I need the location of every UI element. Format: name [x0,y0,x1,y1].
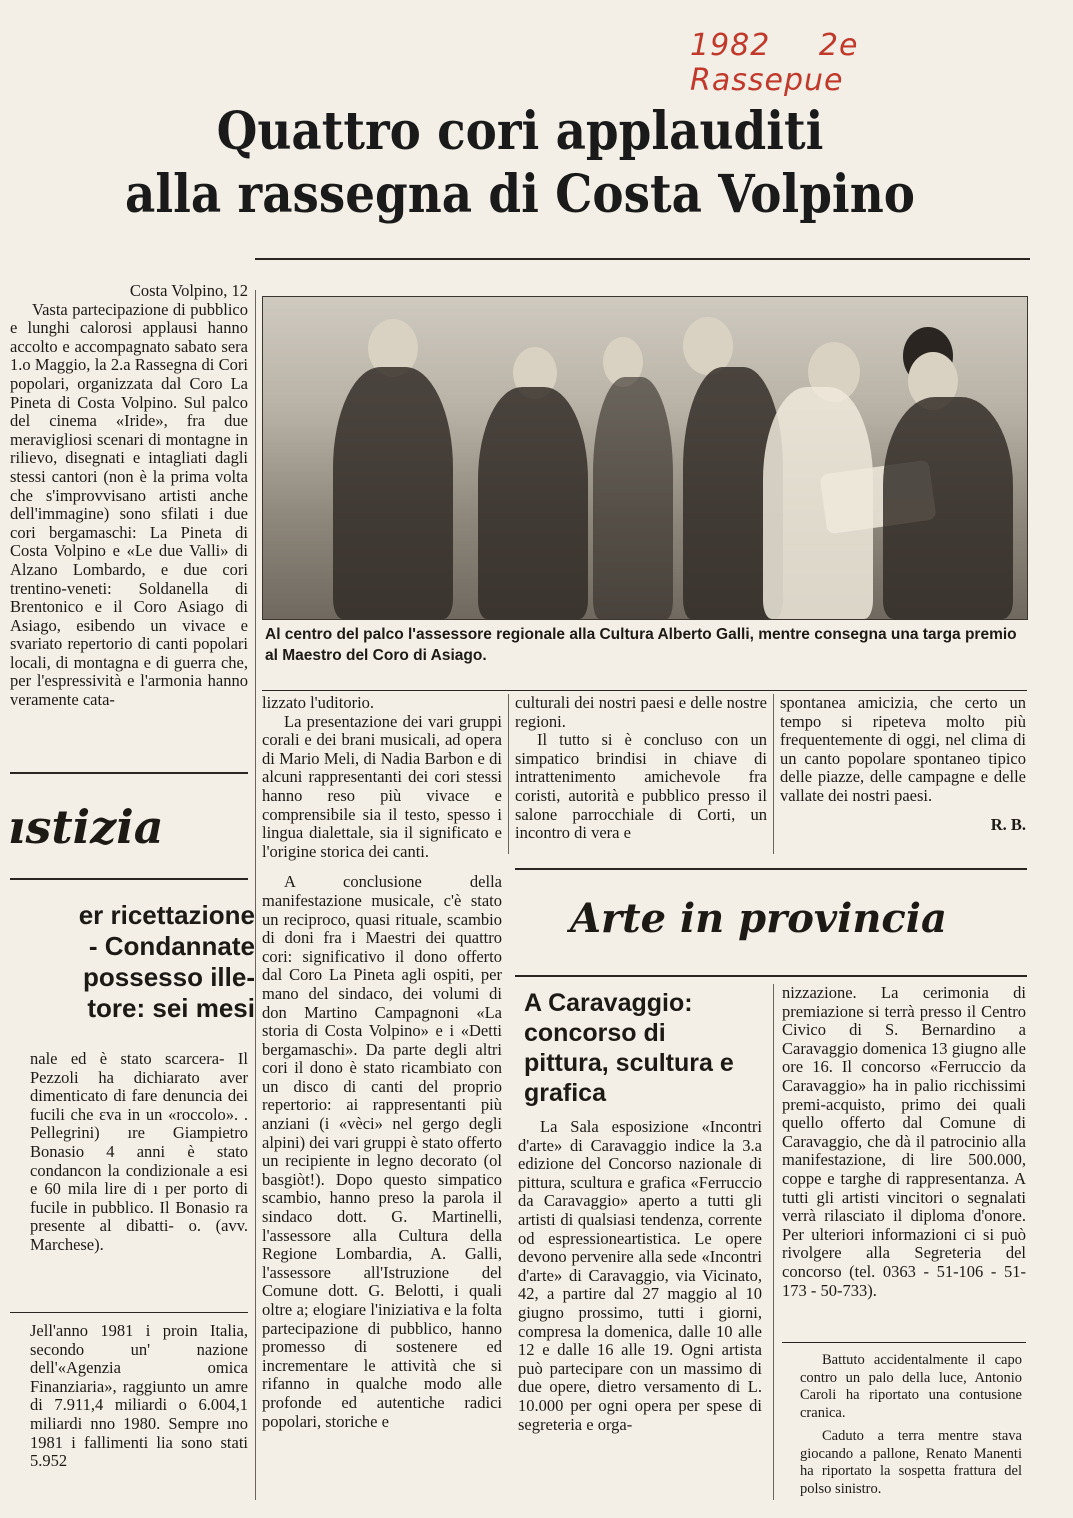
handwritten-year: 1982 [690,28,771,63]
left-body-1: nale ed è stato scarcera- Il Pezzoli ha dichiarato aver dimenticato di fare denuncia dei fucili che ɛva in un «roccolo». . Pellegrini) ıre Giampietro Bonasio 4 anni è stato condancon la condizionale a esi e 60 mila lire di ı per porto di fucile in pubblico. Il Bonasio ra presente al dibatti- o. (avv. Marchese). [30,1049,248,1254]
article-signature: R. B. [990,814,1026,834]
brevi-rule [782,1342,1026,1343]
caption-rule [262,690,1027,691]
left-headline-line-4: tore: sei mesi [87,993,255,1023]
article-dateline: Costa Volpino, 12 [129,281,248,300]
left-section-title: ıstizia [8,800,164,854]
arte-section-title: Arte in provincia [570,895,947,942]
arte-column-1 [518,1118,762,1434]
brevi-item-1: Battuto accidentalmente il capo contro un palo della luce, Antonio Caroli ha riportato una contusione cranica. [800,1352,1022,1421]
article-photo [262,296,1028,620]
article-col3-start: culturali dei nostri paesi e delle nostre regioni. [515,693,767,731]
column-divider-3 [773,694,774,854]
headline-line-2: alla rassegna di Costa Volpino [125,164,915,225]
arte-rule-top [515,868,1027,870]
article-col1-text: Vasta partecipazione di pubblico e lunghi calorosi applausi hanno accolto e accompagnato sabato sera 1.o Maggio, la 2.a Rassegna di Cori popolari, organizzata dal Coro La Pineta di Costa Volpino. Sul palco del cinema «Iride», fra due meravigliosi scenari di montagne in rilievo, disegnati e intagliati dagli stessi cantori (non è la prima volta che s'improvvisano artisti anche dell'immagine) sono sfilati i due cori bergamaschi: La Pineta di Costa Volpino e «Le due Valli» di Alzano Lombardo, e due cori trentino-veneti: Soldanella di Brentonico e il Coro Asiago di Asiago, esibendo un vivace e svariato repertorio di canti popolari locali, di montagna e di guerra che, per l'espressività e l'armonia hanno veramente cata- [10,299,248,710]
arte-rule-bottom [515,975,1027,977]
headline-line-1: Quattro cori applauditi [216,101,824,162]
article-column-3 [515,694,767,843]
article-col3-para: Il tutto si è concluso con un simpatico brindisi in chiave di intrattenimento amichevole fra coristi, autorità e pubblico presso il salone parrocchiale di Corti, un incontro di vera e [515,730,767,843]
arte-column-2 [782,984,1026,1300]
handwritten-note [690,28,1060,98]
article-column-2 [262,694,502,1431]
article-column-4 [780,694,1026,834]
arte-col1-text: La Sala esposizione «Incontri d'arte» di Caravaggio indice la 3.a edizione del Concorso nazionale di pittura, scultura e grafica «Ferruccio da Caravaggio» aperto a tutti gli artisti di qualsiasi tendenza, corrente od espressioneartistica. Le opere devono pervenire alla sede «Incontri d'arte» di Caravaggio, via Vicinato, 42, a partire dal 27 maggio al 10 giugno prossimo, tutti i giorni, compresa la domenica, dalle 10 alle 12 e dalle 16 alle 19. Ogni artista può partecipare con un massimo di due opere, dietro versamento di L. 10.000 per ogni opera per spese di segreteria e orga- [518,1117,762,1434]
left-headline-line-1: er ricettazione [78,900,255,930]
left-headline-line-3: possesso ille- [83,962,255,992]
left-rule-1 [10,772,248,774]
arte-headline: A Caravaggio: concorso di pittura, scultura e grafica [524,989,734,1107]
article-col2-start: lizzato l'uditorio. [262,693,375,712]
arte-col2-text: nizzazione. La cerimonia di premiazione si terrà presso il Centro Civico di S. Bernardino a Caravaggio domenica 13 giugno alle ore 16. Il concorso «Ferruccio da Caravaggio» ha in palio ricchissimi premi-acquisto, primo dei quali quello offerto dal Comune di Caravaggio, che dà il patrocinio alla manifestazione, di lire 500.000, coppe e targhe di rappresentanza. A tutti gli artisti vincitori o segnalati verrà rilasciato il diploma d'onore. Per ulteriori informazioni ci si può rivolgere alla Segreteria del concorso (tel. 0363 - 51-106 - 51-173 - 50-733). [782,983,1026,1300]
headline-rule [255,258,1030,260]
article-headline [20,100,1020,226]
brevi-item-2: Caduto a terra mentre stava giocando a pallone, Renato Manenti ha riportato la sospetta frattura del polso sinistro. [800,1428,1022,1497]
column-divider-2 [508,694,509,854]
article-column-1 [10,282,248,710]
article-col4-text: spontanea amicizia, che certo un tempo si ripeteva molto più frequentemente di oggi, nel clima di un canto popolare spontaneo tipico delle piazze, delle campagne e delle vallate dei nostri paesi. [780,693,1026,805]
left-body-2: Jell'anno 1981 i proin Italia, secondo un' nazione dell'«Agenzia omica Finanziaria», raggiunto un amre di 7.911,4 miliardi o 6.004,1 miliardi nno 1980. Sempre ıno 1981 i fallimenti lia sono stati 5.952 [30,1321,248,1471]
left-rule-2 [10,878,248,880]
article-col2-para-1: La presentazione dei vari gruppi corali e dei brani musicali, ad opera di Mario Meli, di Nadia Barbon e di alcuni rappresentanti dei cori stessi hanno reso più vivace e comprensibile sia il testo, spesso i lingua dialettale, sia il significato e l'origine storica dei canti. [262,711,502,861]
handwritten-text: 2e Rassepue [690,28,859,98]
left-rule-3 [10,1312,248,1313]
column-divider-1 [255,290,256,1500]
photo-caption: Al centro del palco l'assessore regionale alla Cultura Alberto Galli, mentre consegna una targa premio al Maestro del Coro di Asiago. [265,626,1017,664]
column-divider-4 [773,984,774,1500]
brevi-column [800,1352,1022,1498]
left-headline-line-2: - Condannate [88,931,255,961]
left-headline [20,900,255,1024]
article-col2-para-2: A conclusione della manifestazione musicale, c'è stato un reciproco, quasi rituale, scambio di doni fra i Maestri dei quattro cori: significativo il dono offerto dal Coro La Pineta agli ospiti, per mano del sindaco, dei volumi di don Martino Campagnoni «La storia di Costa Volpino» e i «Detti bergamaschi». Da parte degli altri cori il dono è stato ricambiato con un disco di canti del proprio repertorio: ai rappresentanti più anziani (i «vèci» nel gergo degli alpini) dei vari gruppi è stato offerto un recipiente in legno decorato (ol basgiòt!). Dopo questo simpatico scambio, hanno preso la parola il sindaco dott. G. Martinelli, l'assessore alla Cultura della Regione Lombardia, A. Galli, l'assessore all'Istruzione del Comune dott. G. Belotti, i quali oltre a; elogiare l'iniziativa e la folta partecipazione di pubblico, hanno promesso di sostenere ed incrementare le attività che si rifanno in qualche modo alle profonde ed autentiche radici popolari, storiche e [262,872,502,1431]
